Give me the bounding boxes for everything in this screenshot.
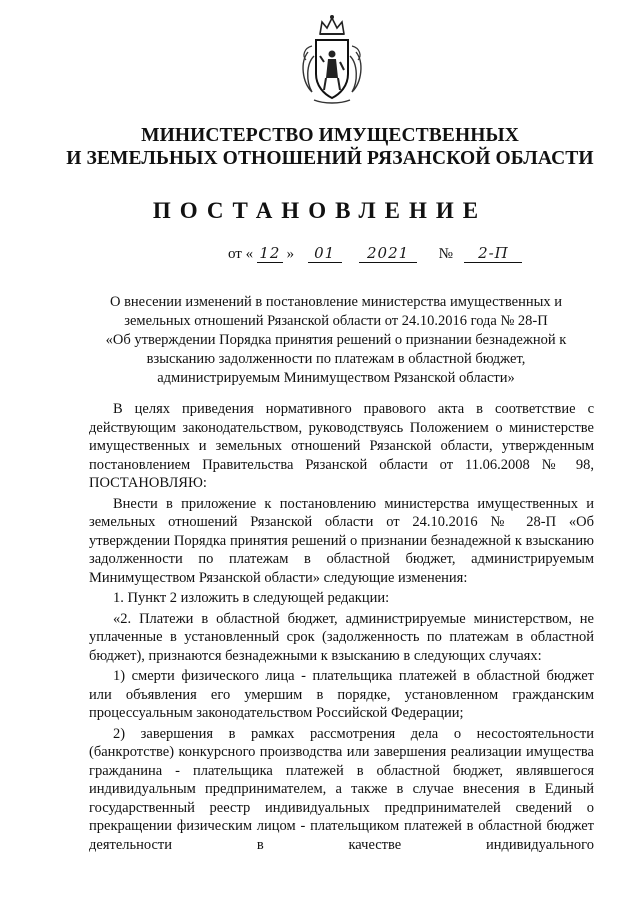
document-type-title: ПОСТАНОВЛЕНИЕ — [152, 198, 488, 223]
subject-line-2: земельных отношений Рязанской области от 24.10.2016 года № 28-П — [124, 313, 548, 329]
subject-line-1: О внесении изменений в постановление министерства имущественных и — [109, 294, 562, 310]
date-prefix: от « — [228, 246, 254, 262]
subject-line-3: «Об утверждении Порядка принятия решений о признании безнадежной к — [105, 332, 567, 348]
ministry-line-1: МИНИСТЕРСТВО ИМУЩЕСТВЕННЫХ — [141, 125, 519, 146]
body-paragraph-1: В целях приведения нормативного правового акта в соответствие с действующим законодательством, руководствуясь Положением о министерстве имущественных и земельных отношений Рязанской области, утвержденным постановлением Правительства Рязанской области от 11.06.2008 № 98, ПОСТАНОВЛЯЮ: — [89, 401, 594, 491]
document-number: 2-П — [464, 244, 522, 263]
date-month: 01 — [308, 244, 342, 263]
body-paragraph-4: «2. Платежи в областной бюджет, администрируемые министерством, не уплаченные в установленный срок (задолженность по платежам в областной бюджет), признаются безнадежными к взысканию в следующих случаях: — [89, 610, 594, 664]
subject-line-4: взысканию задолженности по платежам в областной бюджет, — [146, 351, 526, 367]
ministry-line-2: И ЗЕМЕЛЬНЫХ ОТНОШЕНИЙ РЯЗАНСКОЙ ОБЛАСТИ — [66, 148, 594, 169]
ministry-name — [40, 124, 620, 170]
number-label: № — [438, 246, 453, 262]
body-paragraph-6: 2) завершения в рамках рассмотрения дела о несостоятельности (банкротстве) конкурсного производства или завершения реализации имущества гражданина - плательщика платежей в областной бюджет, являвшегося индивидуальным предпринимателем, а также в случае внесения в Единый государственный реестр индивидуальных предпринимателей сведений о прекращении физическим лицом - плательщиком платежей в областной бюджет деятельности в качестве индивидуального — [89, 725, 594, 853]
subject-line-5: администрируемым Минимуществом Рязанской области» — [157, 370, 515, 386]
ryazan-coat-of-arms-icon — [296, 12, 368, 108]
document-body — [89, 400, 594, 856]
date-year: 2021 — [359, 244, 417, 263]
date-number-line — [228, 244, 522, 268]
document-subject — [70, 293, 602, 388]
body-paragraph-3: 1. Пункт 2 изложить в следующей редакции: — [113, 590, 390, 606]
date-day: 12 — [257, 244, 283, 263]
date-mid: » — [286, 246, 295, 262]
body-paragraph-5: 1) смерти физического лица - плательщика платежей в областной бюджет или объявления его умершим в порядке, установленном гражданским процессуальным законодательством Российской Федерации; — [89, 668, 594, 721]
body-paragraph-2: Внести в приложение к постановлению министерства имущественных и земельных отношений Рязанской области от 24.10.2016 № 28-П «Об утверждении Порядка принятия решений о признании безнадежной к взысканию задолженности по платежам в областной бюджет, администрируемым Минимуществом Рязанской области» следующие изменения: — [89, 495, 594, 586]
